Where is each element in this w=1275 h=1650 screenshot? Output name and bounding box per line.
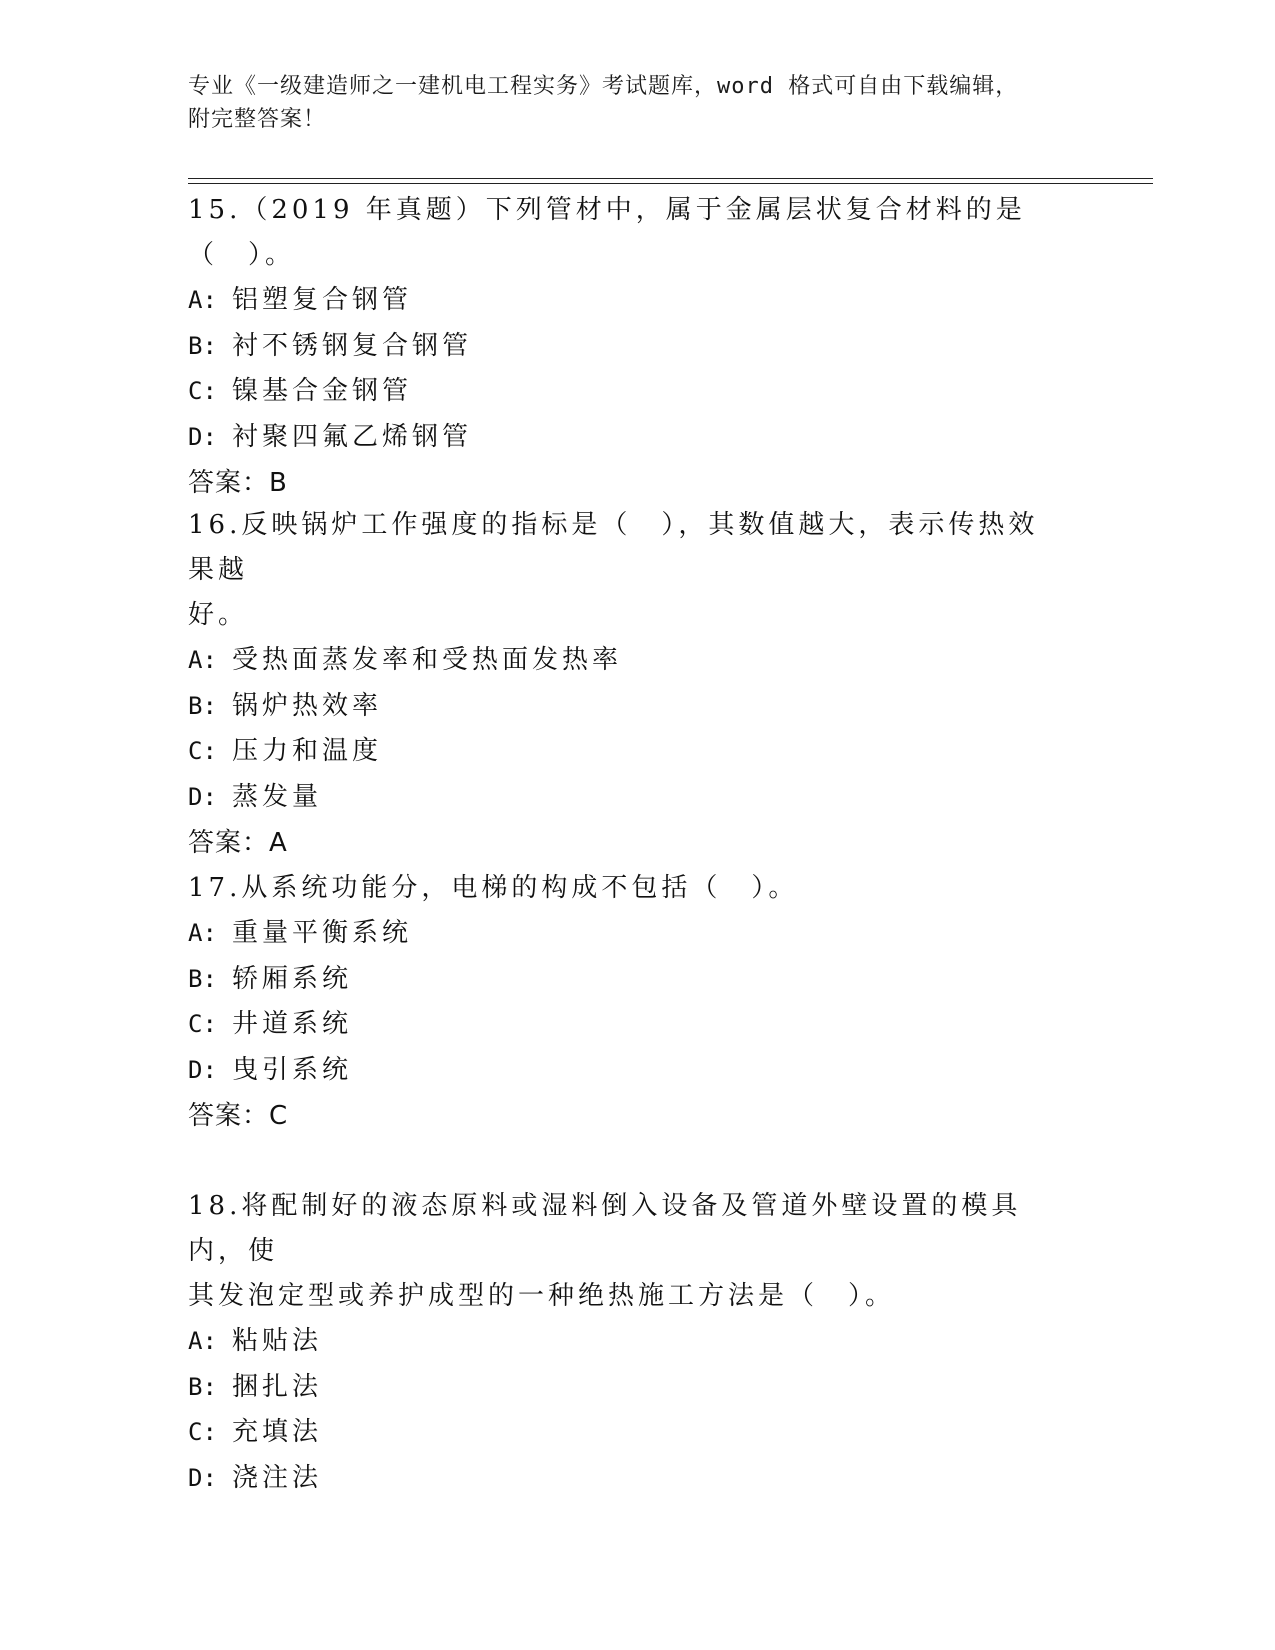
option-d [188, 1456, 1068, 1502]
option-text: 浇注法 [232, 1462, 323, 1493]
option-letter: D: [188, 1463, 217, 1492]
option-letter: A: [188, 286, 217, 314]
answer-line: 答案：C [188, 1101, 289, 1131]
option-text: 衬不锈钢复合钢管 [232, 330, 473, 361]
option-a [188, 911, 1068, 957]
option-letter: B: [188, 331, 217, 360]
header-line-1: 专业《一级建造师之一建机电工程实务》考试题库，word 格式可自由下载编辑， [188, 74, 1019, 99]
option-letter: C: [188, 1418, 217, 1446]
option-c [188, 729, 1068, 775]
option-text: 井道系统 [232, 1009, 353, 1039]
option-a [188, 1319, 1068, 1365]
question-stem [188, 503, 1068, 638]
question-stem-line-2: 好。 [188, 600, 249, 630]
question-stem-line-1: 16.反映锅炉工作强度的指标是（ ），其数值越大，表示传热效果越 [188, 510, 1039, 585]
question-stem-line-1: 18.将配制好的液态原料或湿料倒入设备及管道外壁设置的模具内，使 [188, 1191, 1022, 1266]
option-b [188, 1365, 1068, 1411]
option-b [188, 324, 1068, 370]
option-text: 捆扎法 [232, 1371, 323, 1402]
option-letter: A: [188, 1327, 217, 1355]
document-header [188, 70, 1088, 136]
option-c [188, 1002, 1068, 1048]
option-d [188, 775, 1068, 821]
option-text: 衬聚四氟乙烯钢管 [232, 421, 473, 452]
option-text: 充填法 [232, 1417, 323, 1447]
question-15 [188, 188, 1068, 506]
option-letter: D: [188, 782, 217, 811]
option-text: 压力和温度 [232, 736, 383, 766]
question-stem-line-2: 其发泡定型或养护成型的一种绝热施工方法是（ ）。 [188, 1281, 896, 1311]
question-stem: 17.从系统功能分，电梯的构成不包括（ ）。 [188, 873, 799, 903]
option-text: 锅炉热效率 [232, 690, 383, 721]
header-line-2: 附完整答案！ [188, 107, 327, 132]
option-letter: A: [188, 646, 217, 674]
option-letter: B: [188, 1372, 217, 1401]
option-b [188, 684, 1068, 730]
option-letter: D: [188, 422, 217, 451]
option-text: 轿厢系统 [232, 963, 353, 994]
option-d [188, 415, 1068, 461]
option-text: 粘贴法 [232, 1326, 323, 1356]
option-text: 蒸发量 [232, 781, 323, 812]
option-text: 铝塑复合钢管 [232, 285, 413, 315]
option-c [188, 369, 1068, 415]
answer-line: 答案：B [188, 468, 288, 498]
question-stem: 15.（2019 年真题）下列管材中，属于金属层状复合材料的是（ ）。 [188, 195, 1026, 270]
question-17 [188, 866, 1068, 1139]
option-text: 镍基合金钢管 [232, 376, 413, 406]
option-letter: C: [188, 377, 217, 405]
question-18 [188, 1184, 1068, 1501]
option-letter: B: [188, 964, 217, 993]
option-a [188, 638, 1068, 684]
option-letter: C: [188, 737, 217, 765]
option-a [188, 278, 1068, 324]
header-divider-top [188, 178, 1153, 179]
answer-line: 答案：A [188, 828, 288, 858]
option-letter: A: [188, 919, 217, 947]
option-c [188, 1410, 1068, 1456]
question-stem [188, 1184, 1068, 1319]
header-divider-bottom [188, 183, 1153, 184]
option-text: 重量平衡系统 [232, 918, 413, 948]
option-text: 受热面蒸发率和受热面发热率 [232, 645, 623, 675]
question-16 [188, 503, 1068, 866]
option-b [188, 957, 1068, 1003]
option-letter: C: [188, 1010, 217, 1038]
option-text: 曳引系统 [232, 1054, 353, 1085]
option-letter: D: [188, 1055, 217, 1084]
option-d [188, 1048, 1068, 1094]
option-letter: B: [188, 691, 217, 720]
